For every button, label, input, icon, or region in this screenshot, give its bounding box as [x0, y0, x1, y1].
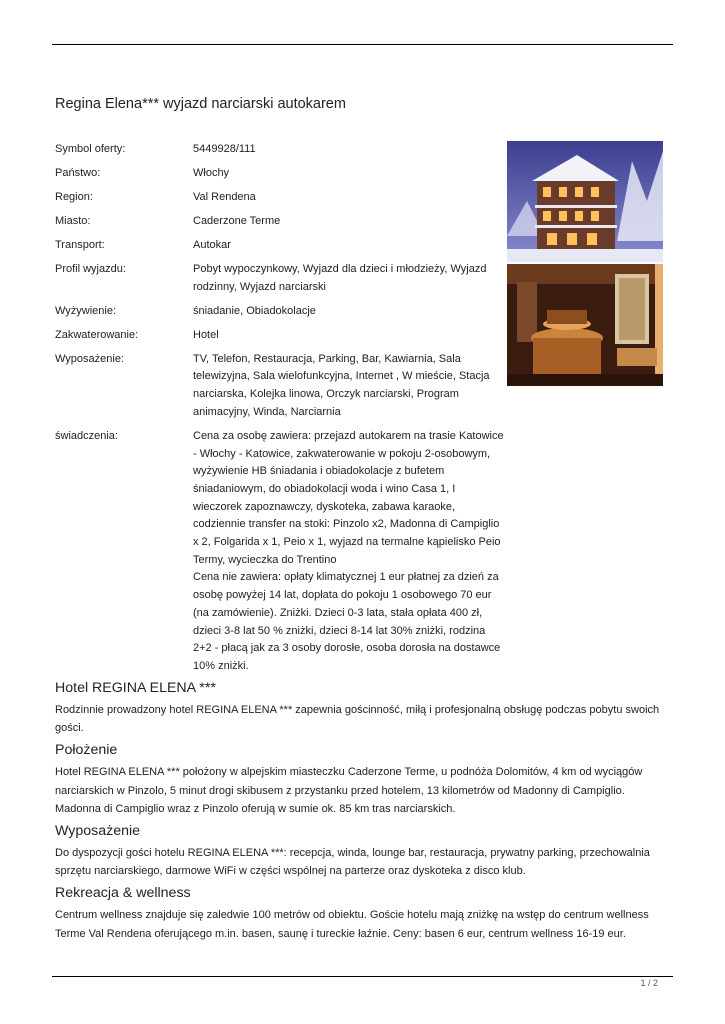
section-heading: Rekreacja & wellness	[55, 885, 191, 902]
section-body: Rodzinnie prowadzony hotel REGINA ELENA *** zapewnia gościnność, miłą i profesjonalną obsługę podczas pobytu swoich gości.	[55, 704, 660, 735]
detail-label: Wyżywienie:	[55, 304, 117, 317]
section-body: Hotel REGINA ELENA *** położony w alpejskim miasteczku Caderzone Terme, u podnóża Dolomitów, 4 km od wyciągów narciarskich w Pinzolo, 5 minut drogi skibusem z przystanku przed hotelem, 13 kilometrów od Madonny di Campiglio. Madonna di Campiglio wraz z Pinzolo oferują w sumie ok. 85 km tras narciarskich.	[55, 766, 643, 815]
detail-label: Zakwaterowanie:	[55, 328, 139, 341]
detail-label: Profil wyjazdu:	[55, 263, 126, 275]
detail-row-profile	[55, 261, 505, 296]
detail-value: Val Rendena	[193, 191, 256, 203]
detail-row-amenities	[55, 351, 505, 422]
detail-value: Włochy	[193, 167, 230, 179]
section-body: Do dyspozycji gości hotelu REGINA ELENA ***: recepcja, winda, lounge bar, restauracja, prywatny parking, przechowalnia sprzętu narciarskiego, darmowe WiFi w części wspólnej na parterze oraz dyskoteka z disco klub.	[55, 847, 650, 878]
hotel-description	[55, 678, 665, 946]
section-heading: Wyposażenie	[55, 823, 141, 840]
detail-row-meals	[55, 303, 505, 321]
detail-value: 5449928/111	[193, 143, 256, 155]
page-number: 1 / 2	[640, 978, 658, 988]
detail-label: Transport:	[55, 239, 105, 251]
detail-row-city	[55, 213, 505, 231]
section-location	[55, 740, 665, 818]
detail-label: Miasto:	[55, 215, 91, 227]
detail-label: Państwo:	[55, 167, 101, 179]
detail-value: Pobyt wypoczynkowy, Wyjazd dla dzieci i młodzieży, Wyjazd rodzinny, Wyjazd narciarski	[193, 263, 487, 293]
section-body: Centrum wellness znajduje się zaledwie 100 metrów od obiektu. Goście hotelu mają zniżkę na wstęp do centrum wellness Terme Val Rendena oferującego m.in. basen, saunę i tureckie łaźnie. Ceny: basen 6 eur, centrum wellness 16-19 eur.	[55, 909, 649, 940]
hotel-exterior-photo	[507, 141, 663, 262]
section-wellness	[55, 883, 665, 942]
detail-value: Autokar	[193, 239, 231, 251]
detail-label: świadczenia:	[55, 429, 118, 442]
offer-title: Regina Elena*** wyjazd narciarski autokarem	[55, 96, 346, 112]
detail-value: Caderzone Terme	[193, 215, 281, 227]
detail-label: Region:	[55, 191, 93, 203]
detail-value: Hotel	[193, 328, 219, 341]
detail-value: śniadanie, Obiadokolacje	[193, 304, 316, 317]
detail-row-symbol	[55, 141, 505, 159]
detail-row-region	[55, 189, 505, 207]
detail-label: Wyposażenie:	[55, 352, 124, 365]
section-heading: Hotel REGINA ELENA ***	[55, 680, 216, 696]
detail-value: Cena za osobę zawiera: przejazd autokarem na trasie Katowice - Włochy - Katowice, zakwaterowanie w pokoju 2-osobowym, wyżywienie HB śniadania i obiadokolacje z bufetem śniadaniowym, do obiadokolacji woda i wino Casa 1, I wieczorek zapoznawczy, dyskoteka, zabawa karaoke, codziennie transfer na stoki: Pinzolo x2, Madonna di Campiglio x 2, Folgarida x 1, Peio x 1, wyjazd na termalne kąpielisko Peio Termy, wycieczka do Trentino Cena nie zawiera: opłaty klimatycznej 1 eur płatnej za dzień za osobę powyżej 14 lat, dopłata do pokoju 1 osobowego 70 eur (na zamówienie). Zniżki. Dzieci 0-3 lata, stała opłata 400 zł, dzieci 3-8 lat 50 % zniżki, dzieci 8-14 lat 30% zniżki, rodzina 2+2 - płacą jak za 3 osoby dorosłe, osoba dorosła na dostawce 10% zniżki.	[193, 429, 504, 672]
detail-row-services	[55, 428, 505, 676]
bottom-rule	[52, 976, 673, 977]
section-heading: Położenie	[55, 742, 118, 759]
offer-details	[55, 141, 505, 682]
detail-row-country	[55, 165, 505, 183]
detail-value: TV, Telefon, Restauracja, Parking, Bar, Kawiarnia, Sala telewizyjna, Sala wielofunkcyjna, Internet , W mieście, Stacja narciarska, Kolejka linowa, Orczyk narciarski, Program animacyjny, Winda, Narciarnia	[193, 352, 490, 418]
detail-row-accommodation	[55, 327, 505, 345]
section-hotel	[55, 678, 665, 737]
detail-label: Symbol oferty:	[55, 143, 126, 155]
hotel-interior-photo	[507, 264, 663, 386]
detail-row-transport	[55, 237, 505, 255]
top-rule	[52, 44, 673, 45]
section-amenities	[55, 821, 665, 880]
